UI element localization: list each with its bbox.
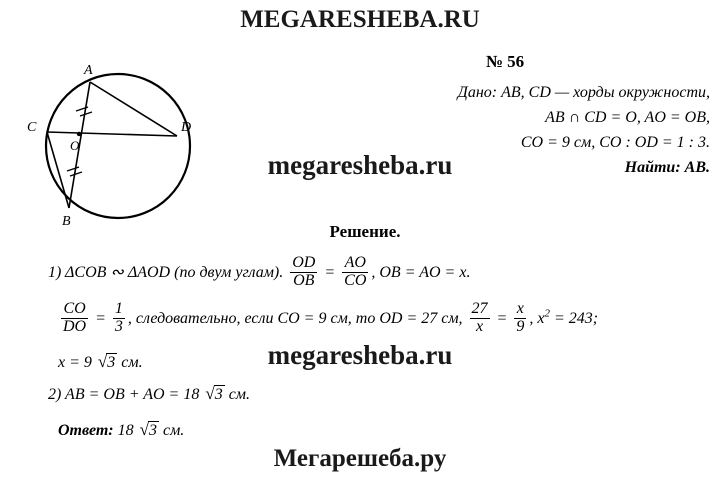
given-line-3: CO = 9 см, CO : OD = 1 : 3.	[520, 134, 710, 151]
line4-sqrt	[203, 384, 224, 405]
label-d: D	[181, 120, 192, 135]
label-a: A	[84, 63, 93, 78]
line2-frac3-numerator: 27	[471, 300, 488, 317]
watermark-bottom: Мегарешеба.ру	[273, 445, 447, 472]
line2-suffix: , x	[529, 309, 545, 327]
line4-text-before: 2) AB = OB + AO = 18	[48, 386, 204, 403]
line1-fraction-1	[290, 255, 317, 290]
line1-frac2-numerator: AO	[344, 254, 366, 271]
line2-tail: = 243;	[549, 309, 599, 327]
point-o-dot	[77, 132, 81, 136]
answer-radicand: 3	[148, 422, 157, 439]
line2-fraction-3	[470, 301, 490, 336]
line2-frac1-numerator: CO	[63, 300, 86, 317]
line2-equals-1: =	[91, 309, 110, 327]
line2-fraction-1	[61, 301, 88, 336]
answer-sqrt-symbol: √	[139, 420, 149, 439]
line3-text-after: см.	[117, 354, 143, 371]
line2-frac4-denominator: 9	[516, 317, 525, 335]
line2-frac2-denominator: 3	[114, 317, 123, 335]
watermark-middle: megaresheba.ru	[267, 150, 453, 180]
line4-sqrt-symbol: √	[205, 384, 215, 403]
line1-frac1-numerator: OD	[292, 254, 316, 271]
line2-equals-2: =	[492, 309, 512, 327]
answer-sqrt	[138, 420, 159, 441]
answer-text-after: см.	[158, 422, 185, 439]
label-c: C	[27, 120, 37, 135]
line2-power: 2	[544, 307, 550, 320]
line3-sqrt-symbol: √	[97, 352, 108, 371]
line2-frac2-numerator: 1	[114, 300, 123, 317]
solution-heading-text: Решение.	[329, 222, 401, 241]
tick-ao-2	[80, 112, 92, 116]
given-line-1: Дано: AB, CD — хорды окружности,	[457, 84, 710, 101]
problem-number: № 56	[485, 52, 525, 71]
line1-suffix: , OB = AO = x.	[371, 263, 471, 281]
solution-line-1	[48, 256, 470, 291]
line4-text-after: см.	[224, 386, 250, 403]
line2-frac4-numerator: x	[516, 300, 524, 317]
label-b: B	[62, 214, 71, 229]
line1-frac2-denominator: CO	[344, 271, 367, 289]
line2-fraction-4	[514, 301, 526, 336]
line2-frac3-denominator: x	[470, 318, 490, 336]
given-line-2: AB ∩ CD = O, AO = OB,	[545, 109, 710, 126]
line1-equals: =	[320, 263, 340, 281]
line3-text-before: x = 9	[58, 354, 96, 371]
given-line-4: Найти: AB.	[624, 159, 710, 176]
chord-cd	[47, 132, 177, 136]
answer-text-before: 18	[113, 422, 138, 439]
line1-frac1-denominator: OB	[290, 272, 317, 290]
solution-line-4	[48, 384, 250, 405]
watermark-top: MEGARESHEBA.RU	[240, 6, 480, 33]
watermark-lower: megaresheba.ru	[267, 340, 453, 370]
line1-fraction-2	[342, 255, 368, 290]
solution-answer	[58, 420, 184, 441]
line2-frac1-denominator: DO	[63, 317, 87, 335]
label-o: O	[70, 138, 80, 153]
solution-heading	[0, 222, 720, 242]
line2-middle-text: , следовательно, если CO = 9 см, то OD = 27 см,	[127, 309, 467, 327]
line2-fraction-2	[113, 301, 125, 336]
circle-shape	[46, 74, 190, 218]
answer-label: Ответ:	[58, 422, 114, 439]
solution-line-2	[58, 302, 598, 337]
line4-radicand: 3	[214, 386, 223, 403]
line3-radicand: 3	[107, 354, 116, 371]
line1-prefix: 1) ΔCOB ∾ ΔAOD (по двум углам).	[48, 263, 288, 281]
